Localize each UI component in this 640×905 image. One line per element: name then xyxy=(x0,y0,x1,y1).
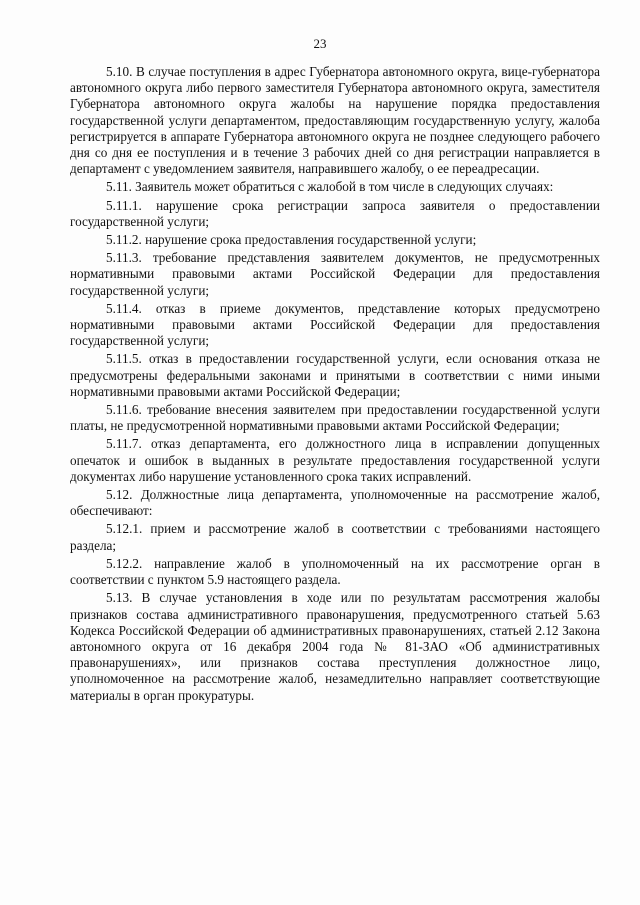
document-body xyxy=(70,64,600,706)
paragraph-5-11-4: 5.11.4. отказ в приеме документов, представление которых предусмотрено нормативными правовыми актами Российской Федерации для предоставления государственной услуги; xyxy=(70,300,600,349)
paragraph-5-11-6: 5.11.6. требование внесения заявителем при предоставлении государственной услуги платы, не предусмотренной нормативными правовыми актами Российской Федерации; xyxy=(70,402,600,434)
paragraph-5-12-2: 5.12.2. направление жалоб в уполномоченный на их рассмотрение орган в соответствии с пунктом 5.9 настоящего раздела. xyxy=(70,555,600,588)
paragraph-5-11-7: 5.11.7. отказ департамента, его должностного лица в исправлении допущенных опечаток и ошибок в выданных в результате предоставления государственной услуги документах либо нарушение установленного срока таких исправлений. xyxy=(70,436,600,484)
page-number: 23 xyxy=(313,36,327,51)
paragraph-5-12: 5.12. Должностные лица департамента, уполномоченные на рассмотрение жалоб, обеспечивают: xyxy=(70,487,600,519)
paragraph-5-11-5: 5.11.5. отказ в предоставлении государственной услуги, если основания отказа не предусмотрены федеральными законами и принятыми в соответствии с ними иными нормативными правовыми актами Российской Федерации; xyxy=(70,351,600,399)
paragraph-5-13: 5.13. В случае установления в ходе или по результатам рассмотрения жалобы признаков состава административного правонарушения, предусмотренного статьей 5.63 Кодекса Российской Федерации об административных правонарушениях, статьей 2.12 Закона автономного округа от 16 декабря 2004 года № 81-ЗАО «Об административных правонарушениях», или признаков состава преступления должностное лицо, уполномоченное на рассмотрение жалоб, незамедлительно направляет соответствующие материалы в орган прокуратуры. xyxy=(70,590,600,703)
paragraph-5-11-1: 5.11.1. нарушение срока регистрации запроса заявителя о предоставлении государственной услуги; xyxy=(70,197,600,229)
paragraph-5-12-1: 5.12.1. прием и рассмотрение жалоб в соответствии с требованиями настоящего раздела; xyxy=(70,521,600,553)
paragraph-5-11: 5.11. Заявитель может обратиться с жалобой в том числе в следующих случаях: xyxy=(106,179,554,195)
paragraph-5-11-3: 5.11.3. требование представления заявителем документов, не предусмотренных нормативными правовыми актами Российской Федерации для предоставления государственной услуги; xyxy=(70,250,600,298)
paragraph-5-11-2: 5.11.2. нарушение срока предоставления государственной услуги; xyxy=(106,232,477,248)
paragraph-5-10: 5.10. В случае поступления в адрес Губернатора автономного округа, вице-губернатора автономного округа либо первого заместителя Губернатора автономного округа, заместителя Губернатора автономного округа жалобы на нарушение порядка предоставления государственной услуги департаментом, предоставляющим государственную услугу, жалоба регистрируется в аппарате Губернатора автономного округа не позднее следующего рабочего дня со дня ее поступления и в течение 3 рабочих дней со дня регистрации направляется в департамент с уведомлением заявителя, направившего жалобу, о ее переадресации. xyxy=(70,64,600,177)
